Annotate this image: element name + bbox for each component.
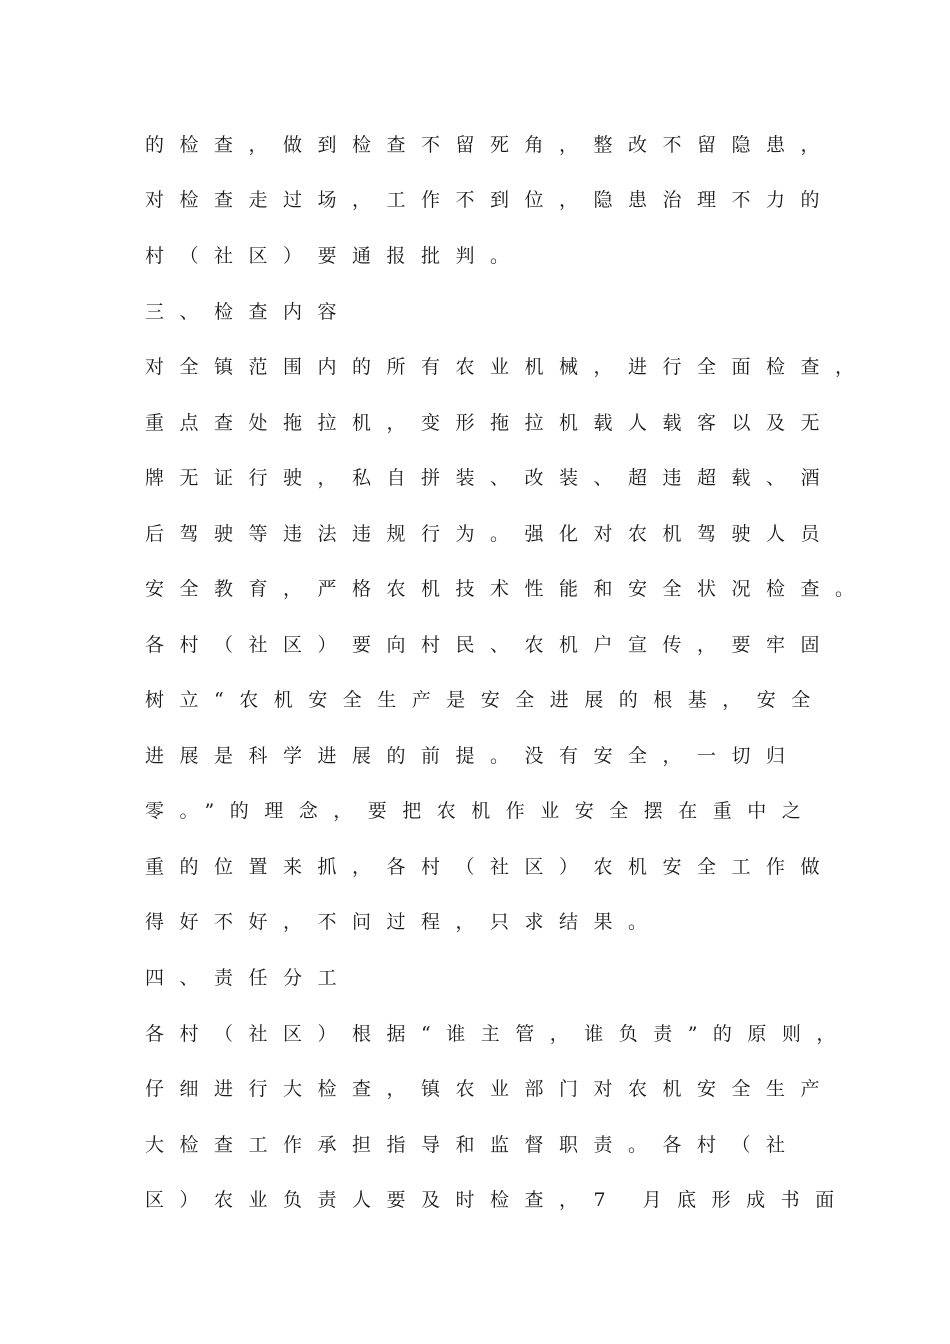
paragraph-line: 的检查，做到检查不留死角，整改不留隐患， — [145, 134, 836, 156]
paragraph-line: 得好不好，不问过程，只求结果。 — [145, 911, 663, 933]
paragraph-line: 仔细进行大检查，镇农业部门对农机安全生产 — [145, 1078, 836, 1100]
paragraph-line: 村（社区）要通报批判。 — [145, 245, 525, 267]
paragraph-line: 各村（社区）要向村民、农机户宣传，要牢固 — [145, 634, 836, 656]
paragraph-line: 零。”的理念，要把农机作业安全摆在重中之 — [145, 800, 817, 822]
section-heading: 四、责任分工 — [145, 967, 353, 989]
paragraph-line: 大检查工作承担指导和监督职责。各村（社 — [145, 1134, 801, 1156]
paragraph-line: 重点查处拖拉机，变形拖拉机载人载客以及无 — [145, 412, 836, 434]
paragraph-line: 对全镇范围内的所有农业机械，进行全面检查， — [145, 356, 870, 378]
paragraph-line: 区）农业负责人要及时检查，7 月底形成书面 — [145, 1189, 850, 1211]
paragraph-line: 对检查走过场，工作不到位，隐患治理不力的 — [145, 189, 836, 211]
paragraph-line: 安全教育，严格农机技术性能和安全状况检查。 — [145, 578, 870, 600]
paragraph-line: 各村（社区）根据“谁主管，谁负责”的原则， — [145, 1023, 851, 1045]
paragraph-line: 牌无证行驶，私自拼装、改装、超违超载、酒 — [145, 467, 836, 489]
paragraph-line: 进展是科学进展的前提。没有安全，一切归 — [145, 745, 801, 767]
section-heading: 三、检查内容 — [145, 301, 353, 323]
paragraph-line: 后驾驶等违法违规行为。强化对农机驾驶人员 — [145, 523, 836, 545]
paragraph-line: 树立“农机安全生产是安全进展的根基，安全 — [145, 689, 826, 711]
paragraph-line: 重的位置来抓，各村（社区）农机安全工作做 — [145, 856, 836, 878]
